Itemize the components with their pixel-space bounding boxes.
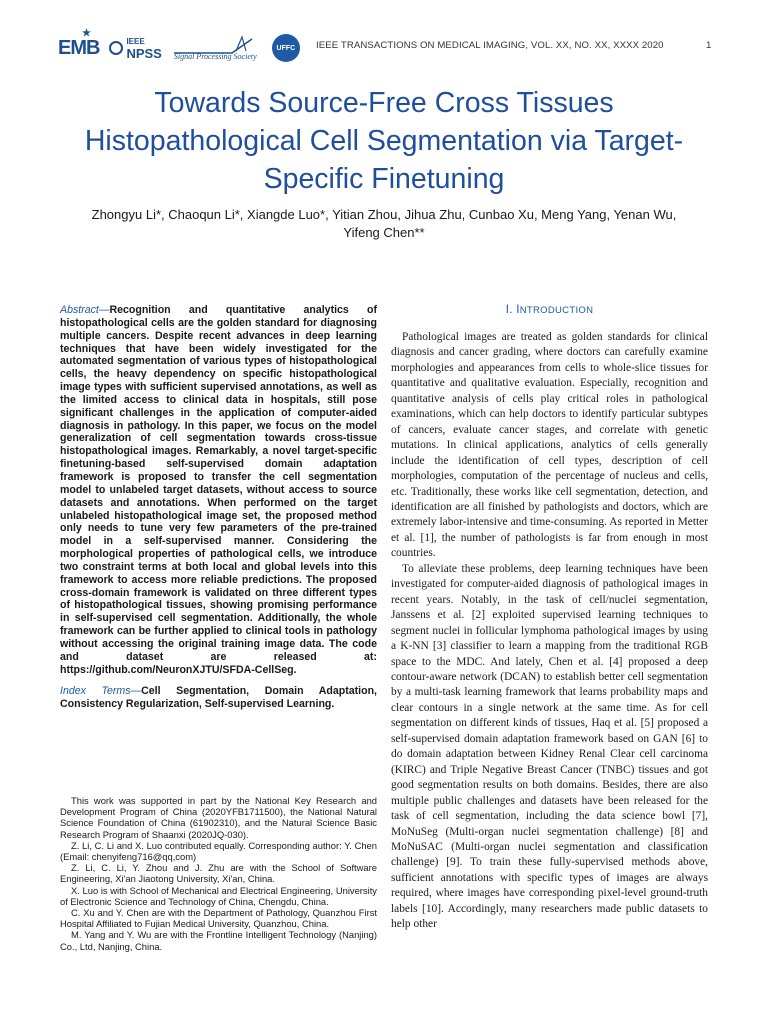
index-terms-lead: Index Terms—	[60, 685, 142, 698]
section-heading	[391, 304, 708, 316]
abstract-text: Recognition and quantitative analytics of histopathological cells are the golden standard for diagnosing multiple cancers. Despite recent advances in deep learning techniques that have been widely investigated for the automated segmentation of various types of histopathological cells, the heavy dependency on specific histopathological image types with sufficient supervised annotations, as well as the limited access to clinical data in hospitals, still pose significant challenges in the application of computer-aided diagnosis in pathology. In this paper, we focus on the model generalization of cell segmentation towards cross-tissue histopathological images. Remarkably, a novel target-specific finetuning-based self-supervised domain adaptation framework is proposed to transfer the cell segmentation model to unlabeled target datasets, without access to source datasets and annotations. When performed on the target unlabeled histopathological image set, the proposed method only needs to tune very few parameters of the pre-trained model in a self-supervised manner. Considering the morphological properties of pathological cells, we introduce two constraint terms at both local and global levels into this framework to access more reliable predictions. The proposed cross-domain framework is validated on three different types of histopathological tissues, showing promising performance in self-supervised cell segmentation. Additionally, the whole framework can be further applied to clinical tools in pathology without accessing the original training image data. The code and dataset are released at: https://github.com/NeuronXJTU/SFDA-CellSeg.	[60, 304, 377, 676]
index-terms-text: Cell Segmentation, Domain Adaptation, Consistency Regularization, Self-supervised Learning.	[60, 685, 377, 711]
journal-name: IEEE TRANSACTIONS ON MEDICAL IMAGING, VOL. XX, NO. XX, XXXX 2020	[316, 40, 664, 51]
emb-star-icon: ★	[82, 27, 91, 39]
emb-logo: EMB ★	[58, 27, 100, 59]
globe-icon	[109, 41, 123, 55]
page-header	[0, 0, 768, 80]
page-number: 1	[706, 40, 712, 51]
section-title: INTRODUCTION	[516, 304, 594, 316]
paragraph: To alleviate these problems, deep learning techniques have been investigated for computer-aided diagnosis of pathological images in recent years. Notably, in the task of cell/nuclei segmentation, Janssens et al. [2] exploited supervised learning techniques to segment nuclei in follicular lymphoma pathological images by using a K-NN [3] classifier to learn a mapping from the traditional RGB space to the MDC. And lately, Chen et al. [4] proposed a deep contour-aware network (DCAN) to establish better cell segmentation by a multi-task learning framework that learns probability maps and clear contours in a single network at the same time. As for cell segmentation on different kinds of tissues, Haq et al. [5] proposed a self-supervised domain adaptation framework based on GAN [6] to do domain adaptation between Kidney Renal Clear cell carcinoma (KIRC) and Triple Negative Breast Cancer (TNBC) tissues and got good segmentation results on both domains. Besides, there are also multiple public challenges and datasets have been released for the task of cell segmentation, including the data science bowl [7], MoNuSeg (Multi-organ nuclei segmentation challenge) [8] and MoNuSAC (Multi-organ nuclei segmentation and classification challenge) [9]. To train these fully-supervised methods above, sufficient annotations with specific types of images are always required, where images have corresponding pixel-level ground-truth labels [10]. Accordingly, many researchers made public datasets to help other	[391, 562, 708, 931]
paper-title: Towards Source-Free Cross Tissues Histopathological Cell Segmentation via Target-Specific Finetuning	[84, 87, 684, 195]
ieee-npss-logo: IEEE NPSS	[109, 36, 161, 60]
authors-line-2: Yifeng Chen**	[343, 225, 425, 240]
uffc-logo: UFFC	[272, 34, 300, 62]
author-list	[60, 206, 708, 242]
paragraph: Pathological images are treated as golden standards for clinical diagnosis and cancer grading, where doctors can carefully examine morphologies and appearances from cells to whole-slice tissues for quantitative and qualitative evaluation. Especially, recognition and quantitative analysis of cells play critical roles in pathological examinations, which can help doctors to identify particular subtypes of cancers, evaluate cancer stages, and correlate with genetic mutations. In clinical applications, analytics of cells generally include the identification of cell types, description of cell morphologies, computation of the percentage of nucleus and cells, etc. Traditionally, these works like cell segmentation, detection, and identification are all finished by pathologists and doctors, which are extremely labor-intensive and time-consuming. As reported in Metter et al. [1], the number of pathologists is far from enough in most countries.	[391, 331, 708, 560]
footnote: M. Yang and Y. Wu are with the Frontline Intelligent Technology (Nanjing) Co., Ltd, Nanjing, China.	[60, 929, 377, 952]
abstract-lead: Abstract—	[60, 304, 110, 316]
footnote: X. Luo is with School of Mechanical and Electrical Engineering, University of Electronic Science and Technology of China, Chengdu, China.	[60, 884, 377, 907]
society-logos	[58, 27, 300, 66]
footnote: Z. Li, C. Li, Y. Zhou and J. Zhu are with the School of Software Engineering, Xi'an Jiaotong University, Xi'an, China.	[60, 862, 377, 885]
signal-processing-society-logo: Signal Processing Society	[172, 33, 262, 63]
section-body	[391, 330, 708, 933]
right-column	[391, 304, 708, 933]
authors-line-1: Zhongyu Li*, Chaoqun Li*, Xiangde Luo*, Yitian Zhou, Jihua Zhu, Cunbao Xu, Meng Yang, Yenan Wu,	[91, 207, 677, 222]
footnote: Z. Li, C. Li and X. Luo contributed equally. Corresponding author: Y. Chen (Email: chenyifeng716@qq,com)	[60, 839, 377, 863]
footnotes	[60, 795, 377, 952]
left-column	[60, 304, 377, 711]
footnote: C. Xu and Y. Chen are with the Department of Pathology, Quanzhou First Hospital Affiliated to Fujian Medical University, Quanzhou, China.	[60, 907, 377, 930]
abstract	[60, 304, 377, 676]
index-terms	[60, 685, 377, 711]
section-number: I.	[505, 304, 513, 316]
footnote: This work was supported in part by the National Key Research and Development Program of China (2020YFB1711500), the National Natural Science Foundation of China (61902310), and the Natural Science Basic Research Program of Shaanxi (2020JQ-030).	[60, 795, 377, 840]
